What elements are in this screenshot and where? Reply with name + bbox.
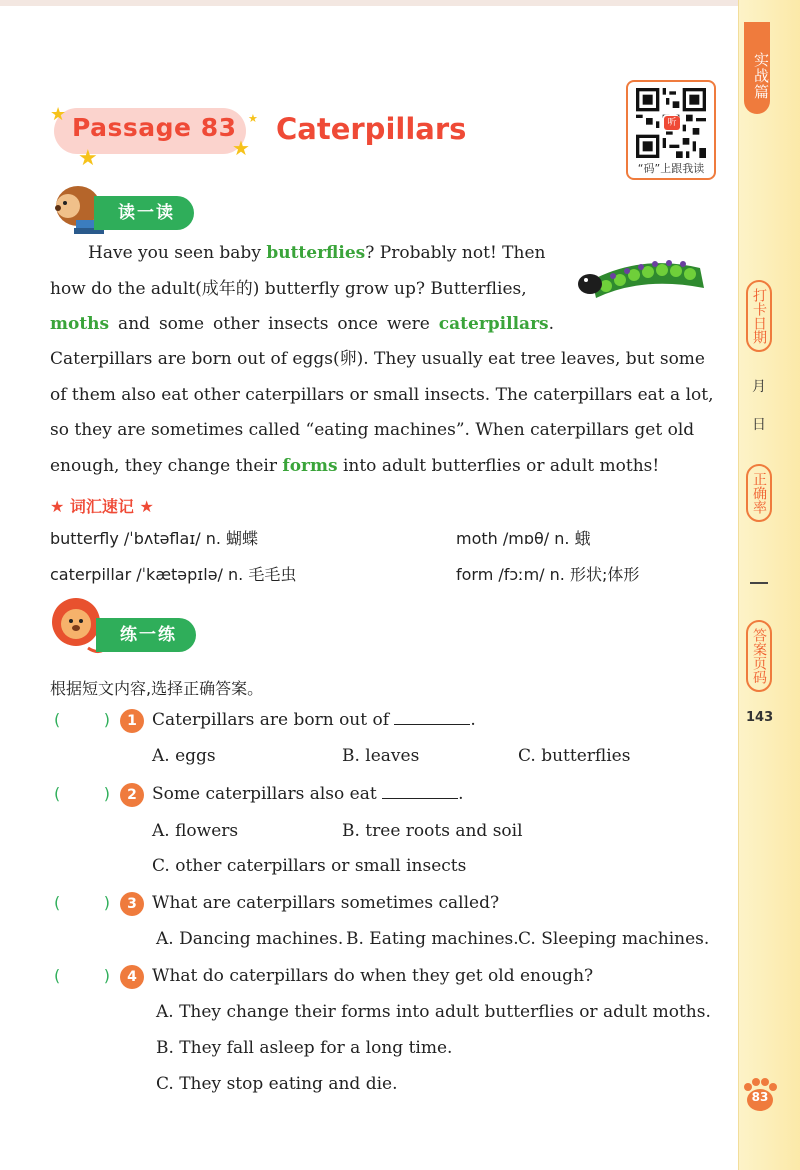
section-tab: 实战篇 [744, 22, 770, 114]
answer-blank [382, 784, 458, 799]
section-practice-header: 练一练 [96, 618, 196, 652]
qr-code-box[interactable] [626, 80, 716, 180]
caterpillar-illustration [572, 246, 712, 304]
option-c: C. Sleeping machines. [518, 929, 710, 949]
vocab-item: caterpillar /ˈkætəpɪlə/ n. 毛毛虫 [50, 565, 297, 584]
answer-page-label: 答案页码 [746, 620, 772, 692]
listen-icon: 听 [664, 116, 680, 130]
exercise-instruction: 根据短文内容,选择正确答案。 [50, 679, 264, 698]
passage-line-6: so they are sometimes called “eating machines”. When caterpillars get old [50, 420, 695, 440]
answer-slot[interactable]: ( ) [54, 893, 110, 912]
vocab-item: butterfly /ˈbʌtəflaɪ/ n. 蝴蝶 [50, 529, 259, 548]
option-c: C. butterflies [518, 746, 631, 766]
option-b: B. They fall asleep for a long time. [156, 1038, 453, 1058]
question-text: What do caterpillars do when they get old enough? [152, 966, 594, 986]
answer-blank [394, 710, 470, 725]
accuracy-label: 正确率 [746, 464, 772, 522]
option-a: A. They change their forms into adult butterflies or adult moths. [156, 1002, 711, 1022]
star-icon: ★ [78, 146, 98, 171]
page-number: 83 [751, 1090, 769, 1104]
option-c: C. other caterpillars or small insects [152, 856, 467, 876]
star-icon: ★ [248, 112, 258, 125]
vocab-title: ★ 词汇速记 ★ [50, 497, 154, 516]
month-label: 月 [752, 379, 766, 395]
page-top-edge [0, 0, 800, 6]
question-number-badge: 4 [120, 965, 144, 989]
passage-line-3: moths and some other insects once were caterpillars. [50, 314, 554, 334]
accuracy-blank [750, 582, 768, 584]
passage-line-4: Caterpillars are born out of eggs(卵). They usually eat tree leaves, but some [50, 349, 705, 369]
star-icon: ★ [50, 104, 67, 125]
answer-slot[interactable]: ( ) [54, 784, 110, 803]
page-title: Caterpillars [276, 112, 467, 146]
option-b: B. Eating machines. [346, 929, 519, 949]
question-number-badge: 1 [120, 709, 144, 733]
answer-slot[interactable]: ( ) [54, 966, 110, 985]
question-number-badge: 3 [120, 892, 144, 916]
star-icon: ★ [232, 136, 250, 160]
checkin-date-label: 打卡日期 [746, 280, 772, 352]
question-text: Some caterpillars also eat . [152, 784, 464, 804]
day-label: 日 [752, 417, 766, 433]
qr-caption: “码”上跟我读 [637, 162, 705, 175]
option-a: A. flowers [152, 821, 239, 841]
passage-line-1: Have you seen baby butterflies? Probably not! Then [88, 243, 546, 263]
passage-line-2: how do the adult(成年的) butterfly grow up? Butterflies, [50, 279, 527, 299]
section-read-header: 读一读 [94, 196, 194, 230]
passage-line-5: of them also eat other caterpillars or small insects. The caterpillars eat a lot, [50, 385, 714, 405]
right-sidebar [738, 0, 800, 1170]
option-b: B. leaves [342, 746, 420, 766]
answer-slot[interactable]: ( ) [54, 710, 110, 729]
option-a: A. eggs [152, 746, 216, 766]
vocab-item: form /fɔːm/ n. 形状;体形 [456, 565, 640, 584]
vocab-item: moth /mɒθ/ n. 蛾 [456, 529, 591, 548]
option-b: B. tree roots and soil [342, 821, 523, 841]
option-a: A. Dancing machines. [156, 929, 344, 949]
question-text: Caterpillars are born out of . [152, 710, 476, 730]
passage-line-7: enough, they change their forms into adult butterflies or adult moths! [50, 456, 660, 476]
question-number-badge: 2 [120, 783, 144, 807]
answer-page-number: 143 [746, 710, 774, 725]
option-c: C. They stop eating and die. [156, 1074, 398, 1094]
question-text: What are caterpillars sometimes called? [152, 893, 500, 913]
passage-number: Passage 83 [72, 113, 237, 142]
